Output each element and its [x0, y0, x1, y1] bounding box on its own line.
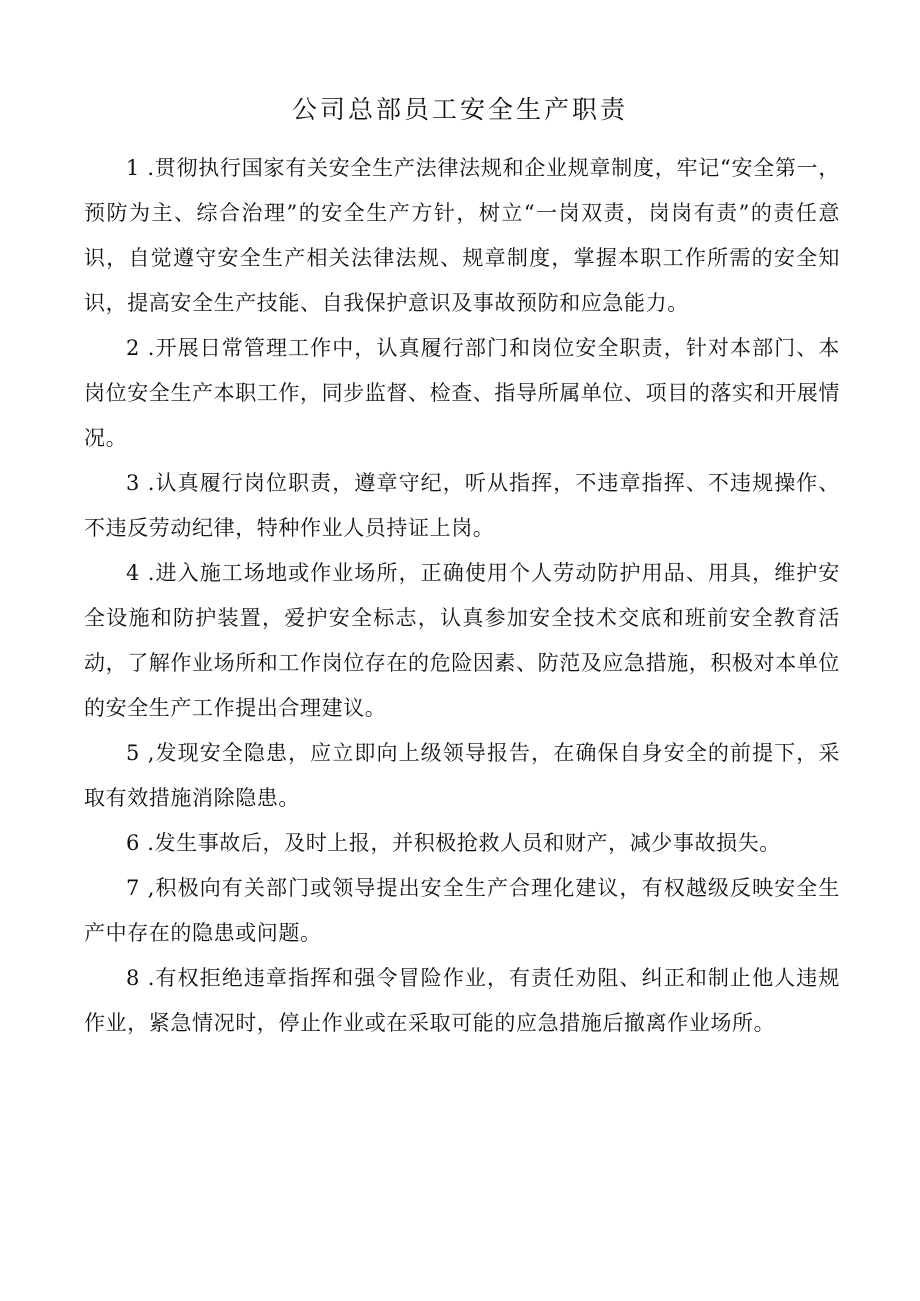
paragraph-5: 5 ,发现安全隐患，应立即向上级领导报告，在确保自身安全的前提下，采取有效措施消除隐患。 — [84, 741, 840, 810]
paragraph-6: 6 .发生事故后，及时上报，并积极抢救人员和财产，减少事故损失。 — [126, 831, 781, 855]
paragraph-2: 2 .开展日常管理工作中，认真履行部门和岗位安全职责，针对本部门、本岗位安全生产本职工作，同步监督、检查、指导所属单位、项目的落实和开展情况。 — [84, 336, 840, 450]
document-body — [84, 146, 840, 1046]
document-title: 公司总部员工安全生产职责 — [291, 95, 628, 124]
paragraph-8: 8 .有权拒绝违章指挥和强令冒险作业，有责任劝阻、纠正和制止他人违规作业，紧急情况时，停止作业或在采取可能的应急措施后撤离作业场所。 — [84, 966, 840, 1035]
paragraph-4: 4 .进入施工场地或作业场所，正确使用个人劳动防护用品、用具，维护安全设施和防护装置，爱护安全标志，认真参加安全技术交底和班前安全教育活动，了解作业场所和工作岗位存在的危险因素、防范及应急措施，积极对本单位的安全生产工作提出合理建议。 — [84, 561, 840, 720]
paragraph-1: 1 .贯彻执行国家有关安全生产法律法规和企业规章制度，牢记“安全第一，预防为主、综合治理”的安全生产方针，树立“一岗双责，岗岗有责”的责任意识，自觉遵守安全生产相关法律法规、规章制度，掌握本职工作所需的安全知识，提高安全生产技能、自我保护意识及事故预防和应急能力。 — [84, 156, 840, 315]
paragraph-3: 3 .认真履行岗位职责，遵章守纪，听从指挥，不违章指挥、不违规操作、不违反劳动纪律，特种作业人员持证上岗。 — [84, 471, 840, 540]
paragraph-7: 7 ,积极向有关部门或领导提出安全生产合理化建议，有权越级反映安全生产中存在的隐患或问题。 — [84, 876, 840, 945]
